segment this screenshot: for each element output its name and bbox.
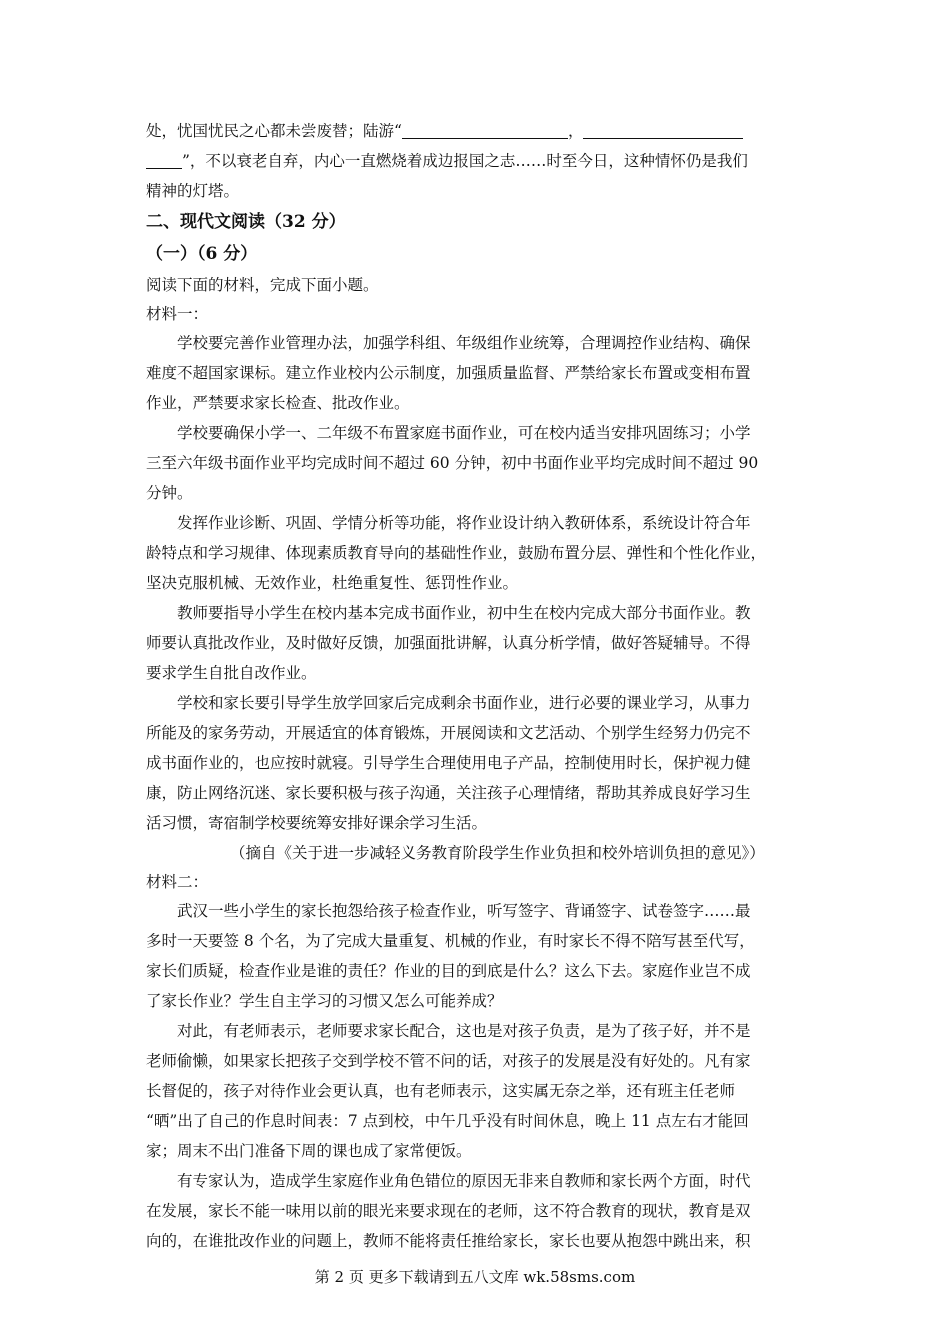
material1-line: 教师要指导小学生在校内基本完成书面作业，初中生在校内完成大部分书面作业。教 bbox=[177, 604, 751, 622]
poem-line-3: 精神的灯塔。 bbox=[146, 182, 240, 200]
material1-line: 康，防止网络沉迷、家长要积极与孩子沟通，关注孩子心理情绪，帮助其养成良好学习生 bbox=[146, 784, 751, 802]
material2-line: 长督促的，孩子对待作业会更认真，也有老师表示，这实属无奈之举，还有班主任老师 bbox=[146, 1082, 736, 1100]
poem-line-1 bbox=[146, 116, 806, 146]
material2-line: 武汉一些小学生的家长抱怨给孩子检查作业，听写签字、背诵签字、试卷签字……最 bbox=[177, 902, 751, 920]
poem-line-2 bbox=[146, 146, 806, 176]
poem-comma: ， bbox=[567, 122, 584, 140]
material2-line: 老师偷懒，如果家长把孩子交到学校不管不问的话，对孩子的发展是没有好处的。凡有家 bbox=[146, 1052, 751, 1070]
material1-line: 坚决克服机械、无效作业，杜绝重复性、惩罚性作业。 bbox=[146, 574, 519, 592]
material2-line: 家；周末不出门准备下周的课也成了家常便饭。 bbox=[146, 1142, 472, 1160]
material2-line: 多时一天要签 8 个名，为了完成大量重复、机械的作业，有时家长不得不陪写甚至代写， bbox=[146, 932, 755, 950]
material1-line: 龄特点和学习规律、体现素质教育导向的基础性作业，鼓励布置分层、弹性和个性化作业， bbox=[146, 544, 767, 562]
material1-label: 材料一： bbox=[146, 305, 209, 323]
material1-line: 分钟。 bbox=[146, 484, 193, 502]
page-footer: 第 2 页 更多下载请到五八文库 wk.58sms.com bbox=[314, 1268, 636, 1286]
material1-line: 发挥作业诊断、巩固、学情分析等功能，将作业设计纳入教研体系，系统设计符合年 bbox=[177, 514, 751, 532]
material2-line: 有专家认为，造成学生家庭作业角色错位的原因无非来自教师和家长两个方面，时代 bbox=[177, 1172, 751, 1190]
page-content bbox=[146, 116, 806, 1256]
material1-line: 师要认真批改作业，及时做好反馈，加强面批讲解，认真分析学情，做好答疑辅导。不得 bbox=[146, 634, 751, 652]
material1-line: 学校要完善作业管理办法，加强学科组、年级组作业统筹，合理调控作业结构、确保 bbox=[177, 334, 751, 352]
instruction: 阅读下面的材料，完成下面小题。 bbox=[146, 276, 379, 294]
material1-line: 学校和家长要引导学生放学回家后完成剩余书面作业，进行必要的课业学习，从事力 bbox=[177, 694, 751, 712]
material1-source: （摘自《关于进一步减轻义务教育阶段学生作业负担和校外培训负担的意见》） bbox=[230, 844, 765, 862]
material1-line: 活习惯，寄宿制学校要统筹安排好课余学习生活。 bbox=[146, 814, 488, 832]
poem-text: 处，忧国忧民之心都未尝废替；陆游“ bbox=[146, 122, 402, 140]
poem-text: ”，不以衰老自弃，内心一直燃烧着成边报国之志……时至今日，这种情怀仍是我们 bbox=[182, 152, 748, 170]
material1-line: 要求学生自批自改作业。 bbox=[146, 664, 317, 682]
material1-line: 难度不超国家课标。建立作业校内公示制度，加强质量监督、严禁给家长布置或变相布置 bbox=[146, 364, 751, 382]
section-heading: 二、现代文阅读（32 分） bbox=[146, 212, 346, 232]
material1-line: 成书面作业的，也应按时就寝。引导学生合理使用电子产品，控制使用时长，保护视力健 bbox=[146, 754, 751, 772]
material2-line: 在发展，家长不能一味用以前的眼光来要求现在的老师，这不符合教育的现状，教育是双 bbox=[146, 1202, 751, 1220]
fill-blank-1[interactable] bbox=[402, 120, 568, 139]
material1-line: 所能及的家务劳动，开展适宜的体育锻炼，开展阅读和文艺活动、个别学生经努力仍完不 bbox=[146, 724, 751, 742]
material2-line: 家长们质疑，检查作业是谁的责任？作业的目的到底是什么？这么下去。家庭作业岂不成 bbox=[146, 962, 751, 980]
fill-blank-2[interactable] bbox=[583, 120, 743, 139]
sub-heading: （一）（6 分） bbox=[146, 244, 258, 264]
material2-line: 了家长作业？学生自主学习的习惯又怎么可能养成？ bbox=[146, 992, 503, 1010]
material1-line: 作业，严禁要求家长检查、批改作业。 bbox=[146, 394, 410, 412]
material2-line: “晒”出了自己的作息时间表：7 点到校，中午几乎没有时间休息，晚上 11 点左右才能回 bbox=[146, 1112, 749, 1130]
material2-line: 向的，在谁批改作业的问题上，教师不能将责任推给家长，家长也要从抱怨中跳出来，积 bbox=[146, 1232, 751, 1250]
material1-line: 三至六年级书面作业平均完成时间不超过 60 分钟，初中书面作业平均完成时间不超过 90 bbox=[146, 454, 759, 472]
fill-blank-2-cont[interactable] bbox=[146, 150, 182, 169]
material2-label: 材料二： bbox=[146, 873, 209, 891]
material1-line: 学校要确保小学一、二年级不布置家庭书面作业，可在校内适当安排巩固练习；小学 bbox=[177, 424, 751, 442]
material2-line: 对此，有老师表示，老师要求家长配合，这也是对孩子负责，是为了孩子好，并不是 bbox=[177, 1022, 751, 1040]
